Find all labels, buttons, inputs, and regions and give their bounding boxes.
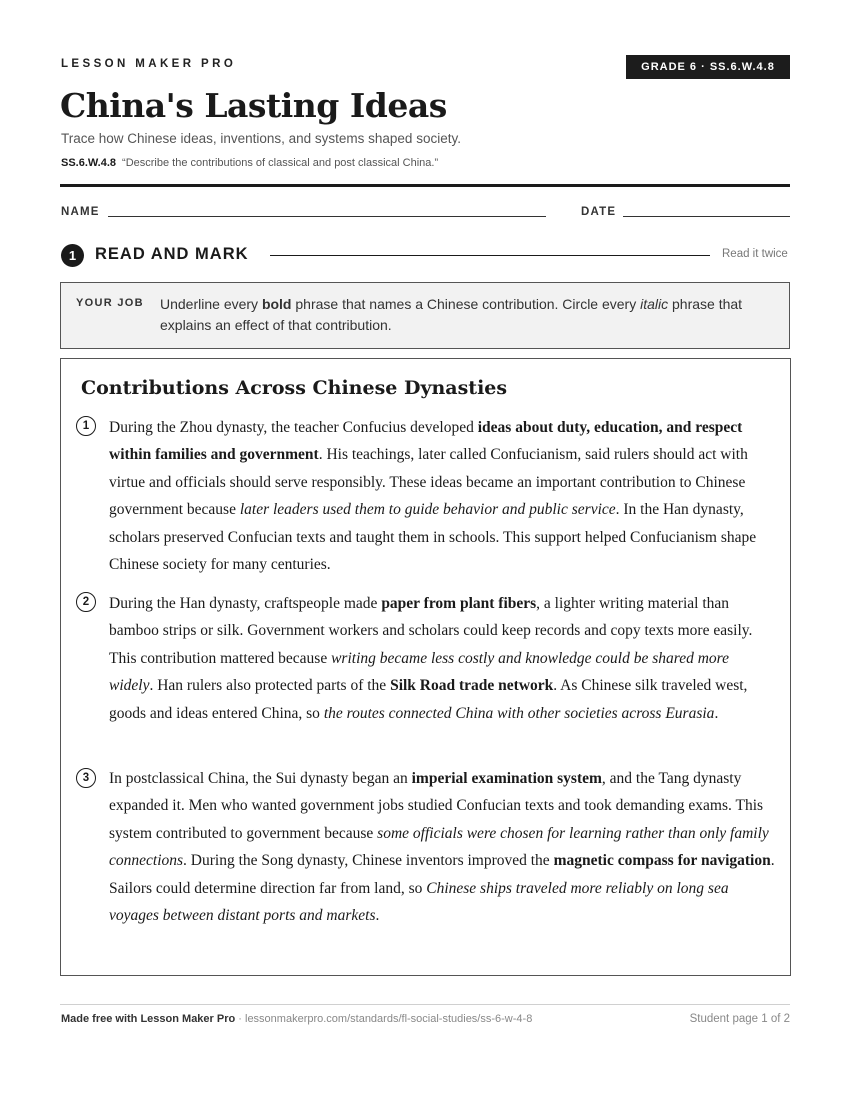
effect-phrase[interactable]: the routes connected China with other societies across Eurasia — [323, 704, 715, 722]
header-divider — [60, 184, 790, 187]
page-indicator: Student page 1 of 2 — [689, 1013, 790, 1025]
contribution-phrase[interactable]: paper from plant fibers — [381, 595, 537, 612]
contribution-phrase[interactable]: Silk Road trade network — [390, 677, 554, 695]
section-title: READ AND MARK — [95, 245, 249, 263]
name-field[interactable] — [108, 216, 546, 217]
worksheet-subtitle: Trace how Chinese ideas, inventions, and systems shaped society. — [61, 131, 461, 146]
effect-phrase[interactable]: writing became less costly and knowledge could be shared more widely — [109, 649, 729, 695]
contribution-phrase[interactable]: ideas about duty, education, and respect within families and government — [109, 419, 743, 464]
brand-name: LESSON MAKER PRO — [61, 58, 237, 70]
grade-badge: GRADE 6 · SS.6.W.4.8 — [626, 55, 790, 79]
footer-divider — [60, 1004, 790, 1005]
instructions-text: Underline every bold phrase that names a Chinese contribution. Circle every italic phrase that explains an effect of that contribution. — [160, 296, 743, 333]
instructions-label: YOUR JOB — [76, 297, 144, 309]
name-label: NAME — [61, 206, 100, 218]
bold-keyword: bold — [261, 296, 292, 312]
paragraph-number-2: 2 — [76, 592, 96, 612]
paragraph-number-3: 3 — [76, 768, 96, 788]
footer-credit — [61, 1013, 532, 1025]
footer-url[interactable]: · lessonmakerpro.com/standards/fl-social-studies/ss-6-w-4-8 — [235, 1013, 533, 1025]
contribution-phrase[interactable]: magnetic compass for navigation — [553, 852, 771, 870]
section-divider — [270, 255, 710, 256]
standard-code: SS.6.W.4.8 — [61, 157, 117, 169]
passage-title: Contributions Across Chinese Dynasties — [81, 377, 508, 399]
section-note: Read it twice — [722, 248, 788, 260]
standard-text: “Describe the contributions of classical and post classical China.” — [122, 157, 439, 169]
paragraph-2[interactable]: During the Han dynasty, craftspeople made paper from plant fibers, a lighter writing material than bamboo strips or silk. Government workers and scholars could keep records and copy texts more easily. This contribution mattered because writing became less costly and knowledge could be shared more widely. Han rulers also protected parts of the Silk Road trade network. As Chinese silk traveled west, goods and ideas entered China, so the routes connected China with other societies across Eurasia. — [109, 595, 753, 722]
italic-keyword: italic — [640, 296, 669, 312]
effect-phrase[interactable]: Chinese ships traveled more reliably on long sea voyages between distant ports and markets — [109, 879, 729, 925]
worksheet-title: China's Lasting Ideas — [60, 86, 447, 125]
standard-line — [61, 157, 438, 169]
date-field[interactable] — [623, 216, 790, 217]
reading-passage — [60, 358, 791, 976]
contribution-phrase[interactable]: imperial examination system — [411, 770, 602, 787]
paragraph-1[interactable]: During the Zhou dynasty, the teacher Confucius developed ideas about duty, education, and respect within families and government. His teachings, later called Confucianism, said rulers should act with virtue and officials should serve responsibly. These ideas became an important contribution to Chinese government because later leaders used them to guide behavior and public service. In the Han dynasty, scholars preserved Confucian texts and taught them in schools. This support helped Confucianism shape Chinese society for many centuries. — [109, 419, 757, 574]
footer-made-with: Made free with Lesson Maker Pro — [61, 1013, 236, 1025]
date-label: DATE — [581, 206, 617, 218]
paragraph-3[interactable]: In postclassical China, the Sui dynasty began an imperial examination system, and the Tang dynasty expanded it. Men who wanted government jobs studied Confucian texts and took demanding exams. This system contributed to government because some officials were chosen for learning rather than only family connections. During the Song dynasty, Chinese inventors improved the magnetic compass for navigation. Sailors could determine direction far from land, so Chinese ships traveled more reliably on long sea voyages between distant ports and markets. — [109, 770, 775, 925]
effect-phrase[interactable]: later leaders used them to guide behavior and public service — [239, 501, 616, 519]
paragraph-number-1: 1 — [76, 416, 96, 436]
instructions-box — [60, 282, 790, 349]
effect-phrase[interactable]: some officials were chosen for learning rather than only family connections — [109, 824, 769, 870]
section-number-badge: 1 — [61, 244, 84, 267]
